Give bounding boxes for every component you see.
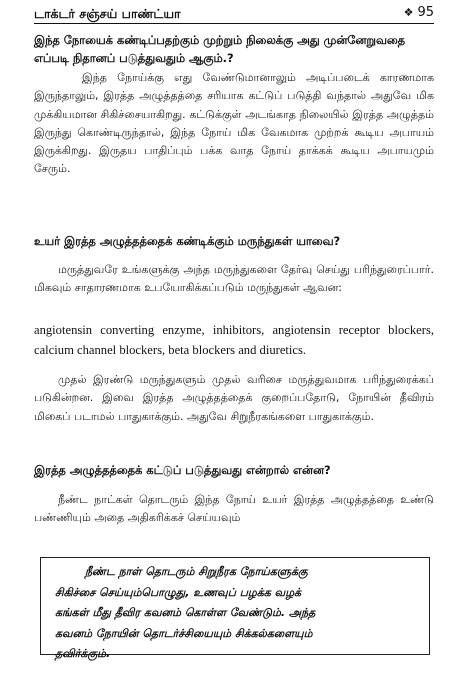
box-line: கங்கள் மீது தீவிர கவனம் கொள்ள வேண்டும். அந்த bbox=[55, 606, 316, 619]
page-number-area bbox=[404, 5, 434, 20]
diamond-ornament-icon: ❖ bbox=[403, 6, 414, 19]
page-number: 95 bbox=[417, 5, 434, 20]
drug-list-english: angiotensin converting enzyme, inhibitors, angiotensin receptor blockers, calcium channel blockers, beta blockers and diuretics. bbox=[34, 323, 434, 357]
highlight-box bbox=[40, 557, 430, 660]
box-line: நீண்ட நாள் தொடரும் சிறுநீரக நோய்களுக்கு bbox=[85, 565, 308, 578]
paragraph-2 bbox=[34, 261, 434, 298]
box-line: கவனம் நோயின் தொடர்ச்சியையும் சிக்கல்களையும் bbox=[55, 626, 313, 640]
paragraph-3-text: முதல் இரண்டு மருந்துகளும் முதல் வரிசை மருத்துவமாக பரிந்துரைக்கப் படுகின்றன. இவை இரத்த அழுத்தத்தைக் குறைப்பதோடு, நோயின் தீவிரம் மிகைப் படாமல் பாதுகாக்கும். அதுவே சிறுநீரகங்களை பாதுகாக்கும். bbox=[34, 373, 434, 423]
box-line: சிகிச்சை செய்யும்பொழுது, உணவுப் பழக்க வழக் bbox=[55, 585, 302, 599]
paragraph-4-text: நீண்ட நாட்கள் தொடரும் இந்த நோய் உயர் இரத்த அழுத்தத்தை உண்டு பண்ணியும் அதை அதிகரிக்கச் செய்யவும் bbox=[34, 493, 434, 525]
question-heading-1: இந்த நோயைக் கண்டிப்பதற்கும் முற்றும் நிலைக்கு அது முன்னேறுவதை எப்படி நிதானப் படுத்துவதும் ஆகும்.? bbox=[34, 33, 406, 65]
question-heading-3: இரத்த அழுத்தத்தைக் கட்டுப் படுத்துவது என்றால் என்ன? bbox=[34, 463, 331, 477]
book-title: டாக்டர் சஞ்சய் பாண்ட்யா bbox=[34, 6, 181, 21]
paragraph-2-text: மருத்துவரே உங்களுக்கு அந்த மருந்துகளை தேர்வு செய்து பரிந்துரைப்பார். மிகவும் சாதாரணமாக உபயோகிக்கப்படும் மருந்துகள் ஆவன: bbox=[34, 263, 434, 295]
box-line: தவிர்க்கும். bbox=[55, 647, 111, 660]
header-rule bbox=[34, 23, 434, 24]
paragraph-1-text: இந்த நோய்க்கு எது வேண்டுமானாலும் அடிப்படைக் காரணமாக இருந்தாலும், இரத்த அழுத்தத்தை சரியாக கட்டுப் படுத்தி வந்தால் அதுவே மிக முக்கியமான சிகிச்சையாகிறது. கட்டுக்குள் அடங்காத நிலையில் இரத்த அழுத்தம் இருந்து கொண்டிருந்தால், இந்த நோய் மிக வேகமாக முற்றக் கூடிய அபாயம் இருக்கிறது. இருதய பாதிப்பும் பக்க வாத நோய் தாக்கக் கூடிய அபாயமும் சேரும். bbox=[34, 71, 434, 176]
paragraph-3 bbox=[34, 371, 434, 426]
paragraph-1 bbox=[34, 69, 434, 179]
highlight-box-text bbox=[55, 562, 415, 665]
paragraph-4 bbox=[34, 491, 434, 528]
running-header bbox=[34, 2, 434, 24]
question-heading-2: உயர் இரத்த அழுத்தத்தைக் கண்டிக்கும் மருந்துகள் யாவை? bbox=[34, 234, 341, 248]
